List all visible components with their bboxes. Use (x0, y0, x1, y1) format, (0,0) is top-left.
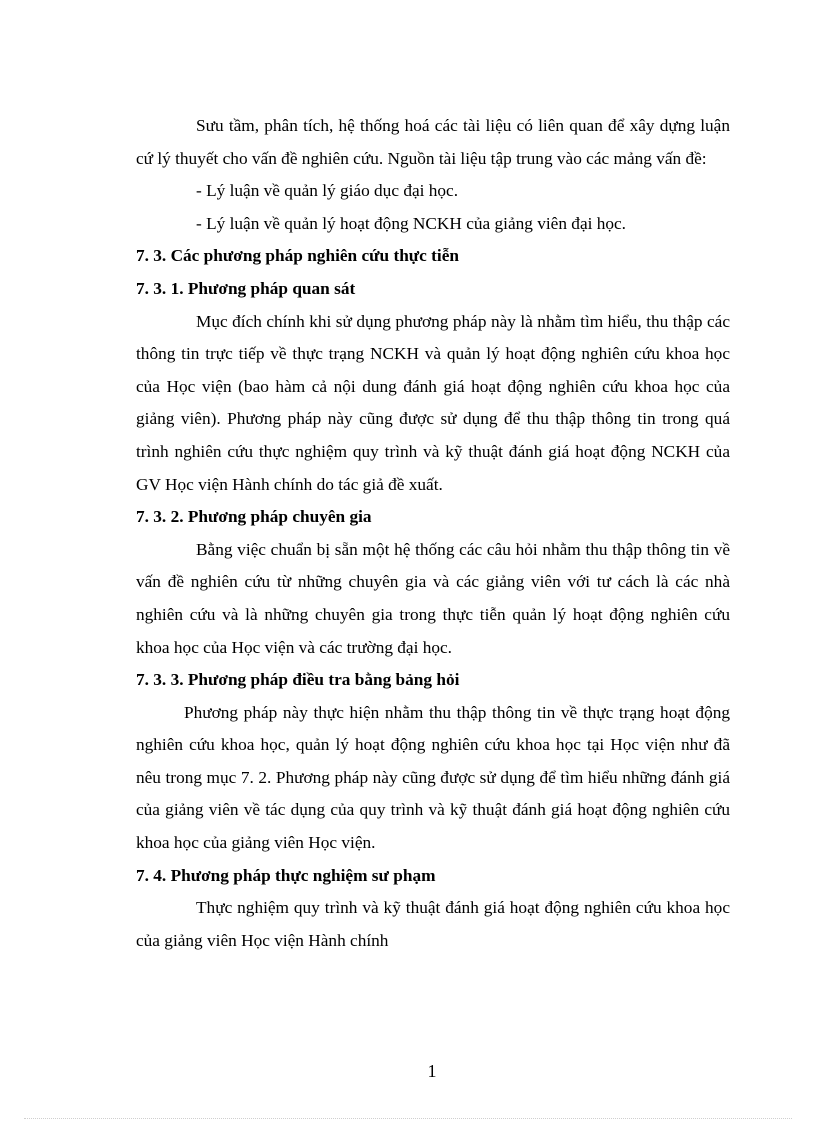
bullet-item-research-management: - Lý luận về quản lý hoạt động NCKH của giảng viên đại học. (196, 213, 627, 233)
section-heading-7-3-1: 7. 3. 1. Phương pháp quan sát (136, 278, 356, 298)
paragraph-pedagogical-experiment: Thực nghiệm quy trình và kỹ thuật đánh giá hoạt động nghiên cứu khoa học của giảng viên Học viện Hành chính (136, 898, 730, 950)
page-number: 1 (427, 1061, 437, 1081)
bullet-item-education-management: - Lý luận về quản lý giáo dục đại học. (196, 181, 459, 201)
document-body (136, 110, 730, 957)
paragraph-survey-method: Phương pháp này thực hiện nhằm thu thập thông tin về thực trạng hoạt động nghiên cứu khoa học, quản lý hoạt động nghiên cứu khoa học tại Học viện như đã nêu trong mục 7. 2. Phương pháp này cũng được sử dụng để tìm hiểu những đánh giá của giảng viên về tác dụng của quy trình và kỹ thuật đánh giá hoạt động nghiên cứu khoa học của giảng viên Học viện. (136, 702, 730, 853)
section-heading-7-3-2: 7. 3. 2. Phương pháp chuyên gia (136, 507, 372, 527)
paragraph-literature-review: Sưu tầm, phân tích, hệ thống hoá các tài liệu có liên quan để xây dựng luận cứ lý thuyết cho vấn đề nghiên cứu. Nguồn tài liệu tập trung vào các mảng vấn đề: (136, 116, 730, 168)
paragraph-expert-method: Bằng việc chuẩn bị sẵn một hệ thống các câu hỏi nhằm thu thập thông tin về vấn đề nghiên cứu từ những chuyên gia và các giảng viên với tư cách là các nhà nghiên cứu và là những chuyên gia trong thực tiễn quản lý hoạt động nghiên cứu khoa học của Học viện và các trường đại học. (136, 539, 730, 657)
section-heading-7-3: 7. 3. Các phương pháp nghiên cứu thực tiễn (136, 246, 460, 266)
section-heading-7-3-3: 7. 3. 3. Phương pháp điều tra bằng bảng hỏi (136, 670, 460, 690)
section-heading-7-4: 7. 4. Phương pháp thực nghiệm sư phạm (136, 865, 436, 885)
footer-divider (24, 1118, 792, 1119)
paragraph-observation-method: Mục đích chính khi sử dụng phương pháp này là nhằm tìm hiểu, thu thập các thông tin trực tiếp về thực trạng NCKH và quản lý hoạt động nghiên cứu khoa học của Học viện (bao hàm cả nội dung đánh giá hoạt động nghiên cứu khoa học của giảng viên). Phương pháp này cũng được sử dụng để thu thập thông tin trong quá trình nghiên cứu thực nghiệm quy trình và kỹ thuật đánh giá hoạt động NCKH của GV Học viện Hành chính do tác giả đề xuất. (136, 311, 730, 494)
